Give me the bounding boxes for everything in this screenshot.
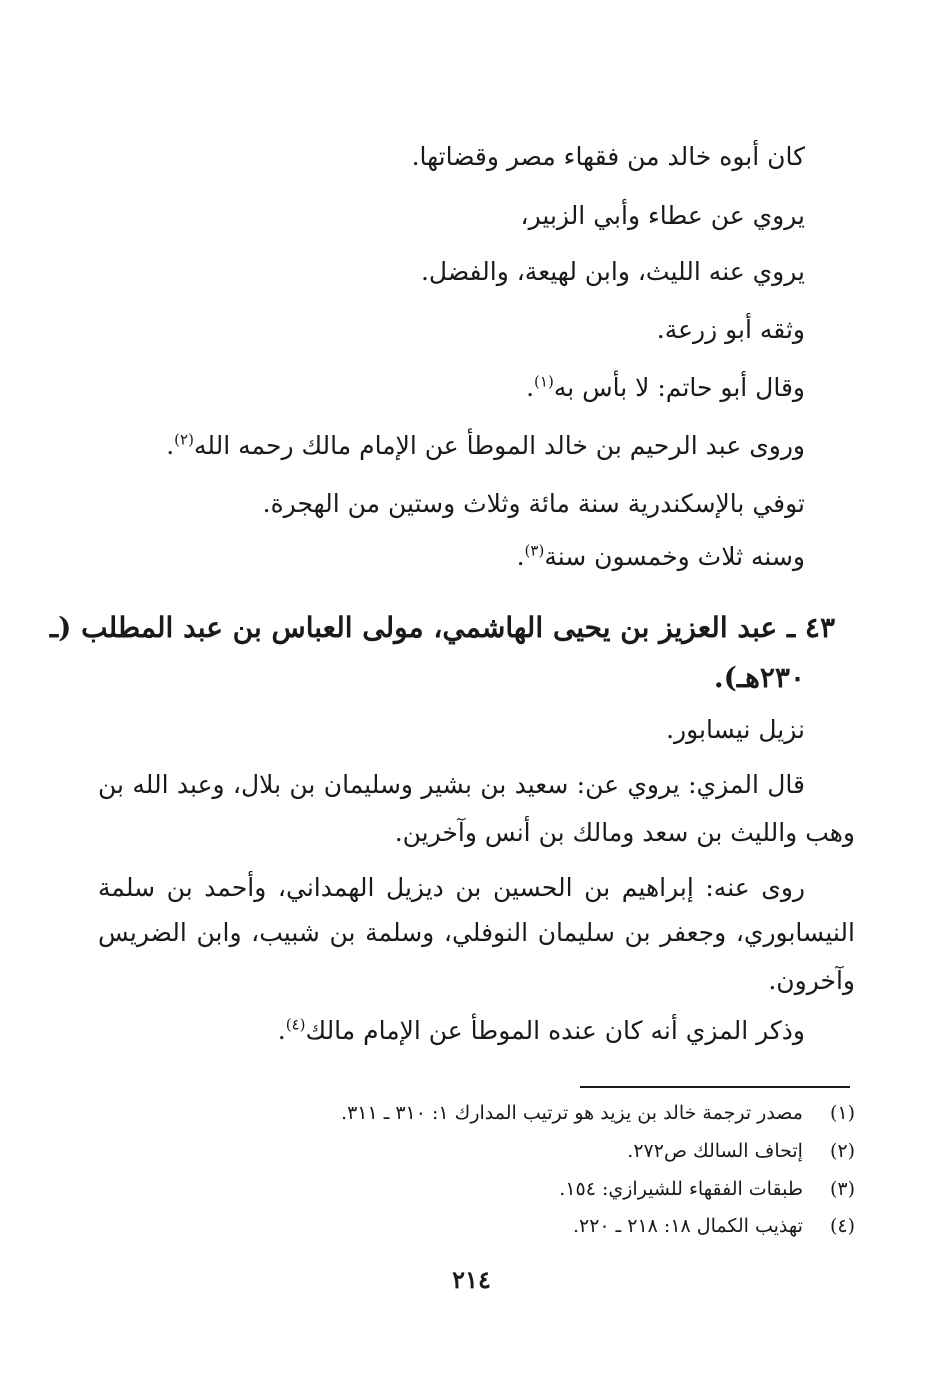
entry-narrates-from-line-2: وهب والليث بن سعد ومالك بن أنس وآخرين.	[394, 818, 855, 847]
paragraph-text: وسنه ثلاث وخمسون سنة	[544, 542, 805, 571]
footnote-text: مصدر ترجمة خالد بن يزيد هو ترتيب المدارك ١: ٣١٠ ـ ٣١١.	[341, 1102, 803, 1124]
footnote-2	[627, 1136, 855, 1166]
paragraph-end: .	[526, 373, 535, 402]
footnote-number: (١)	[829, 1102, 855, 1124]
page-number: ٢١٤	[452, 1265, 491, 1294]
paragraph-narrated-by: يروي عنه الليث، وابن لهيعة، والفضل.	[420, 257, 805, 286]
footnote-number: (٤)	[829, 1215, 855, 1237]
entry-narrated-by-line-2: النيسابوري، وجعفر بن سليمان النوفلي، وسلمة بن شبيب، وابن الضريس	[98, 918, 855, 947]
paragraph-father: كان أبوه خالد من فقهاء مصر وقضاتها.	[411, 142, 805, 171]
paragraph-text: وقال أبو حاتم: لا بأس به	[553, 373, 805, 402]
paragraph-end: .	[516, 542, 525, 571]
paragraph-abu-zura: وثقه أبو زرعة.	[656, 315, 805, 344]
paragraph-age	[517, 537, 805, 577]
footnote-ref-4[interactable]: (٤)	[285, 1015, 306, 1034]
footnote-1	[341, 1098, 855, 1128]
paragraph-abd-al-rahim	[166, 426, 805, 466]
paragraph-abu-hatim	[526, 368, 805, 408]
paragraph-end: .	[166, 431, 175, 460]
footnote-3	[559, 1174, 855, 1204]
footnote-divider	[580, 1086, 850, 1088]
entry-heading-line-1: ٤٣ ـ عبد العزيز بن يحيى الهاشمي، مولى العباس بن عبد المطلب (ـ	[49, 611, 835, 644]
footnote-number: (٣)	[829, 1178, 855, 1200]
footnote-ref-2[interactable]: (٢)	[174, 430, 194, 449]
paragraph-narrates-from: يروي عن عطاء وأبي الزبير،	[520, 201, 805, 230]
entry-narrates-from-line-1: قال المزي: يروي عن: سعيد بن بشير وسليمان بن بلال، وعبد الله بن	[98, 770, 805, 799]
footnote-number: (٢)	[829, 1140, 855, 1162]
entry-residence: نزيل نيسابور.	[666, 715, 805, 744]
footnote-ref-1[interactable]: (١)	[534, 372, 554, 391]
entry-heading-line-2: ٢٣٠هـ).	[713, 661, 805, 694]
paragraph-muwatta	[278, 1011, 805, 1051]
footnote-4	[573, 1211, 855, 1241]
paragraph-death: توفي بالإسكندرية سنة مائة وثلاث وستين من الهجرة.	[262, 489, 805, 518]
entry-narrated-by-line-1: روى عنه: إبراهيم بن الحسين بن ديزيل الهمداني، وأحمد بن سلمة	[98, 873, 805, 902]
footnote-text: إتحاف السالك ص٢٧٢.	[627, 1140, 803, 1162]
paragraph-end: .	[277, 1016, 286, 1045]
footnote-text: تهذيب الكمال ١٨: ٢١٨ ـ ٢٢٠.	[572, 1215, 803, 1237]
entry-narrated-by-line-3: وآخرون.	[768, 966, 855, 995]
footnote-ref-3[interactable]: (٣)	[524, 541, 545, 560]
paragraph-text: وروى عبد الرحيم بن خالد الموطأ عن الإمام مالك رحمه الله	[193, 431, 805, 460]
footnote-text: طبقات الفقهاء للشيرازي: ١٥٤.	[559, 1178, 803, 1200]
paragraph-text: وذكر المزي أنه كان عنده الموطأ عن الإمام مالك	[305, 1016, 805, 1045]
